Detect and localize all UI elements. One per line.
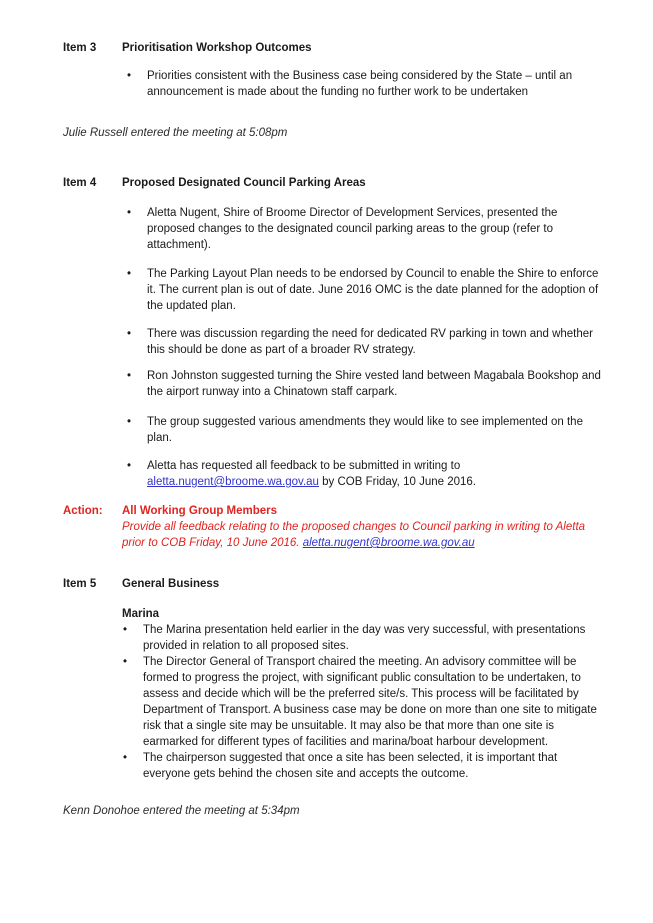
meeting-note-kenn: Kenn Donohoe entered the meeting at 5:34pm bbox=[63, 805, 300, 817]
item3-label: Item 3 bbox=[63, 42, 97, 54]
item3-title: Prioritisation Workshop Outcomes bbox=[122, 42, 312, 54]
action-text-body: Provide all feedback relating to the proposed changes to Council parking in writing to Aletta prior to COB Friday, 10 June 2016. bbox=[122, 521, 586, 549]
bullet-icon: • bbox=[127, 207, 132, 219]
action-email-link[interactable]: aletta.nugent@broome.wa.gov.au bbox=[302, 537, 475, 549]
email-link[interactable]: aletta.nugent@broome.wa.gov.au bbox=[147, 476, 319, 488]
bullet-icon: • bbox=[123, 624, 128, 636]
item4-title: Proposed Designated Council Parking Areas bbox=[122, 177, 366, 189]
item3-bullet-1-text: Priorities consistent with the Business case being considered by the State – until an announcement is made about the funding no further work to be undertaken bbox=[147, 70, 573, 98]
action-who: All Working Group Members bbox=[122, 505, 278, 517]
action-content bbox=[122, 503, 592, 551]
bullet-icon: • bbox=[123, 752, 128, 764]
bullet-icon: • bbox=[127, 460, 132, 472]
email-bullet-before: Aletta has requested all feedback to be submitted in writing to bbox=[147, 460, 461, 472]
marina-bullet-1 bbox=[123, 622, 653, 654]
item4-bullet-3-text: There was discussion regarding the need for dedicated RV parking in town and whether this should be done as part of a broader RV strategy. bbox=[147, 328, 594, 356]
marina-bullet-3 bbox=[123, 750, 653, 782]
item5-label: Item 5 bbox=[63, 578, 97, 590]
item4-bullet-4-text: Ron Johnston suggested turning the Shire vested land between Magabala Bookshop and the airport runway into a Chinatown staff carpark. bbox=[147, 370, 601, 398]
item4-bullet-5 bbox=[127, 414, 653, 446]
action-label: Action: bbox=[63, 505, 103, 517]
item4-bullet-email bbox=[127, 458, 653, 490]
item5-heading bbox=[63, 576, 653, 592]
item4-bullet-email-text bbox=[147, 458, 607, 490]
action-text bbox=[122, 519, 592, 551]
bullet-icon: • bbox=[127, 328, 132, 340]
marina-bullet-1-text: The Marina presentation held earlier in the day was very successful, with presentations provided in relation to all proposed sites. bbox=[143, 624, 586, 652]
bullet-icon: • bbox=[123, 656, 128, 668]
email-bullet-after: by COB Friday, 10 June 2016. bbox=[318, 476, 476, 488]
item4-bullet-1 bbox=[127, 205, 653, 253]
item4-bullet-4 bbox=[127, 368, 653, 400]
bullet-icon: • bbox=[127, 416, 132, 428]
item4-label: Item 4 bbox=[63, 177, 97, 189]
marina-bullet-2-text: The Director General of Transport chaired the meeting. An advisory committee will be formed to progress the project, with significant public consultation to be undertaken, to assess and decide which will be the preferred site/s. This process will be facilitated by Department of Transport. A business case may be done on more than one site to mitigate risk that a single site may be unsuitable. It may also be that more than one site is earmarked for different types of facilities and marina/boat harbour development. bbox=[143, 656, 597, 748]
meeting-note-julie: Julie Russell entered the meeting at 5:08pm bbox=[63, 127, 288, 139]
action-block bbox=[63, 503, 653, 551]
marina-bullet-3-text: The chairperson suggested that once a site has been selected, it is important that everyone gets behind the chosen site and accepts the outcome. bbox=[143, 752, 558, 780]
item4-heading bbox=[63, 175, 653, 191]
item3-bullet-1 bbox=[127, 68, 653, 100]
item4-bullet-2 bbox=[127, 266, 653, 314]
item3-heading bbox=[63, 40, 653, 56]
bullet-icon: • bbox=[127, 370, 132, 382]
bullet-icon: • bbox=[127, 70, 132, 82]
marina-bullet-2 bbox=[123, 654, 653, 750]
item4-bullet-5-text: The group suggested various amendments they would like to see implemented on the plan. bbox=[147, 416, 583, 444]
item4-bullet-2-text: The Parking Layout Plan needs to be endorsed by Council to enable the Shire to enforce it. The current plan is out of date. June 2016 OMC is the date planned for the adoption of the updated plan. bbox=[147, 268, 599, 312]
item4-bullet-1-text: Aletta Nugent, Shire of Broome Director of Development Services, presented the proposed changes to the designated council parking areas to the group (refer to attachment). bbox=[147, 207, 558, 251]
item4-bullet-3 bbox=[127, 326, 653, 358]
bullet-icon: • bbox=[127, 268, 132, 280]
marina-subheading: Marina bbox=[122, 608, 160, 620]
item5-title: General Business bbox=[122, 578, 220, 590]
